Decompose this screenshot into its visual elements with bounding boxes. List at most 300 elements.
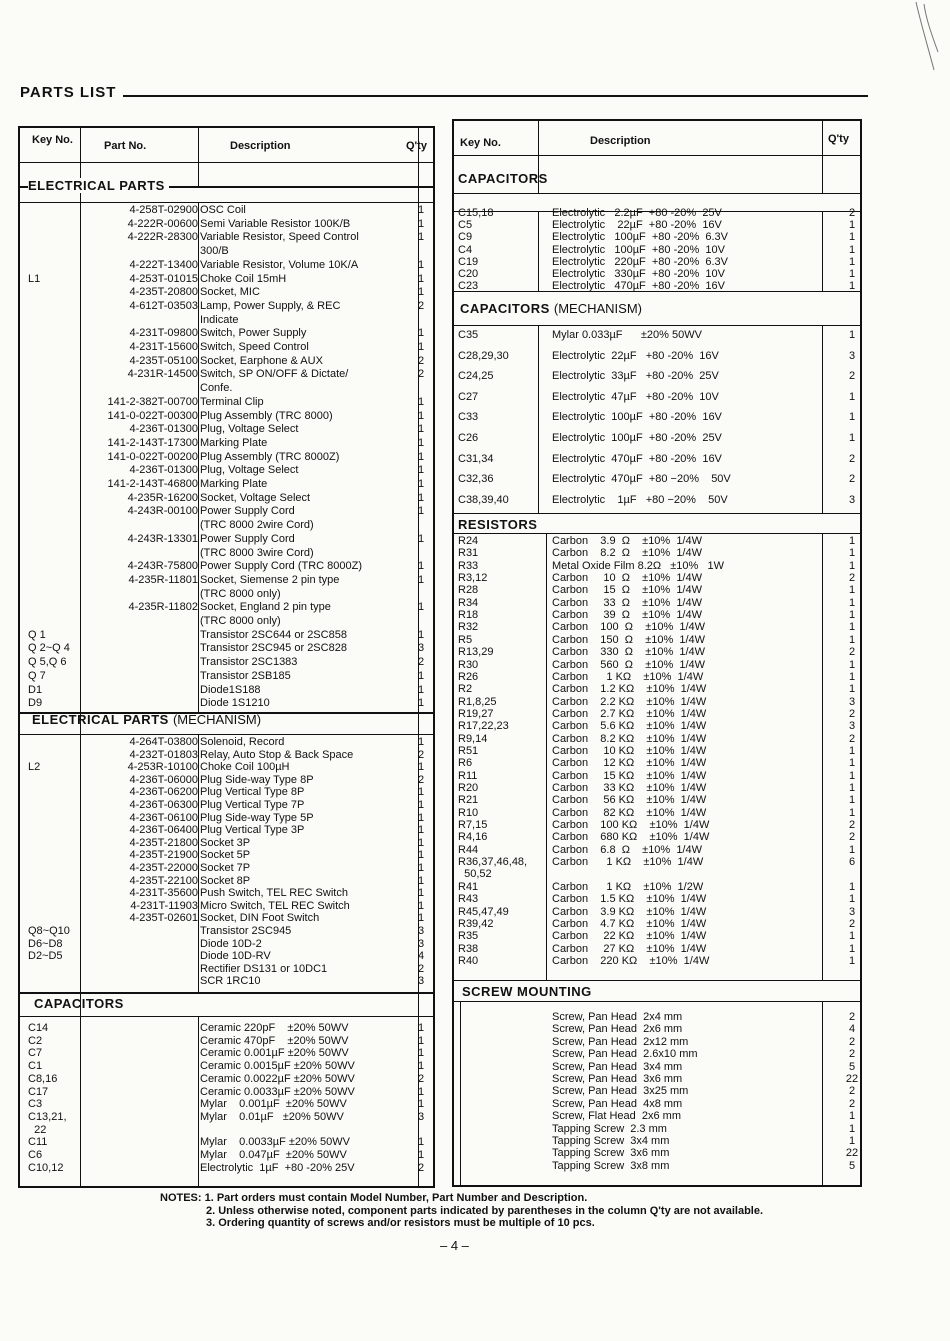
- description-cell: Carbon 1 KΩ ±10% 1/4W: [552, 670, 704, 683]
- table-row: [454, 560, 860, 573]
- qty-cell: 1: [848, 880, 856, 893]
- key-no-cell: C27: [458, 390, 479, 403]
- qty-cell: 1: [417, 327, 425, 340]
- description-cell: Socket 7P: [200, 862, 251, 874]
- key-no-cell: C20: [458, 268, 479, 280]
- key-no-cell: D2~D5: [28, 950, 63, 963]
- table-row: [20, 492, 433, 505]
- description-cell: Screw, Pan Head 3x4 mm: [552, 1060, 683, 1073]
- table-row: [454, 453, 860, 466]
- table-row: [454, 708, 860, 721]
- page-number: – 4 –: [440, 1238, 469, 1253]
- description-cell: Carbon 1.2 KΩ ±10% 1/4W: [552, 683, 707, 696]
- key-no-cell: C23: [458, 280, 479, 293]
- description-cell: Transistor 2SC945: [200, 925, 292, 937]
- notes: [160, 1192, 763, 1230]
- qty-cell: 1: [417, 697, 425, 710]
- key-no-cell: Q 5,Q 6: [28, 656, 67, 669]
- table-row: [454, 411, 860, 424]
- key-no-cell: C26: [458, 432, 479, 444]
- qty-cell: 2: [417, 368, 425, 381]
- part-no-cell: 4-236T-01300: [129, 464, 198, 477]
- key-no-cell: R40: [458, 954, 479, 967]
- table-row: [454, 547, 860, 560]
- table-row: [20, 774, 433, 787]
- table-row: [454, 930, 860, 943]
- description-cell: Carbon 1.5 KΩ ±10% 1/4W: [552, 893, 707, 906]
- key-no-cell: R6: [458, 757, 473, 770]
- key-no-cell: C3: [28, 1098, 43, 1111]
- part-no-cell: 4-235T-02601: [129, 912, 198, 925]
- table-row: [20, 341, 433, 354]
- description-cell: Carbon 2.2 KΩ ±10% 1/4W: [552, 695, 707, 708]
- description-cell: Diode1S188: [200, 683, 261, 696]
- qty-cell: 22: [845, 1073, 859, 1085]
- qty-cell: 1: [848, 1122, 856, 1135]
- table-row: [454, 391, 860, 404]
- qty-cell: 22: [845, 1147, 859, 1160]
- key-no-cell: R36,37,46,48,: [458, 856, 528, 869]
- table-row: [20, 749, 433, 762]
- section-capacitors-left: CAPACITORS: [34, 996, 124, 1011]
- table-row: [454, 955, 860, 968]
- table-row: [20, 615, 433, 628]
- part-no-cell: 4-264T-03800: [129, 736, 198, 748]
- table-row: [454, 943, 860, 956]
- table-row: [454, 1110, 860, 1123]
- qty-cell: 2: [417, 354, 425, 367]
- description-cell: Electrolytic 100µF +80 -20% 10V: [552, 243, 725, 256]
- key-no-cell: R28: [458, 584, 479, 597]
- table-row: [20, 464, 433, 477]
- key-no-cell: R45,47,49: [458, 905, 509, 918]
- description-cell: Diode 1S1210: [200, 697, 270, 710]
- qty-cell: 5: [848, 1159, 856, 1172]
- key-no-cell: C6: [28, 1149, 43, 1161]
- description-cell: Electrolytic 100µF +80 -20% 6.3V: [552, 231, 729, 244]
- qty-cell: 3: [417, 975, 425, 988]
- description-cell: Electrolytic 470µF +80 -20% 16V: [552, 452, 722, 465]
- description-cell: Electrolytic 22µF +80 -20% 16V: [552, 219, 722, 232]
- qty-cell: 1: [417, 874, 425, 887]
- left-header-qty: Q'ty: [406, 140, 427, 152]
- key-no-cell: D1: [28, 683, 43, 696]
- table-row: [20, 1162, 433, 1175]
- part-no-cell: 4-253T-01015: [129, 272, 198, 285]
- description-cell: Electrolytic 470µF +80 −20% 50V: [552, 473, 731, 486]
- description-cell: Plug, Voltage Select: [200, 464, 299, 477]
- description-cell: Diode 10D-2: [200, 937, 262, 950]
- description-cell: Carbon 12 KΩ ±10% 1/4W: [552, 757, 707, 770]
- qty-cell: 1: [848, 930, 856, 943]
- description-cell: Tapping Screw 3x6 mm: [552, 1147, 670, 1160]
- table-row: [20, 396, 433, 409]
- description-cell: Tapping Screw 2.3 mm: [552, 1122, 667, 1135]
- description-cell: OSC Coil: [200, 204, 246, 216]
- description-cell: Socket, Earphone & AUX: [200, 354, 323, 367]
- qty-cell: 1: [848, 670, 856, 683]
- table-row: [20, 912, 433, 925]
- qty-cell: 1: [848, 658, 856, 671]
- description-cell: Electrolytic 1µF +80 -20% 25V: [200, 1161, 355, 1174]
- table-row: [454, 770, 860, 783]
- key-no-cell: R21: [458, 794, 479, 807]
- table-row: [454, 584, 860, 597]
- key-no-cell: C28,29,30: [458, 349, 509, 362]
- description-cell: Plug, Voltage Select: [200, 423, 299, 436]
- qty-cell: 1: [417, 912, 425, 925]
- table-row: [454, 1061, 860, 1074]
- description-cell: Marking Plate: [200, 478, 268, 490]
- table-row: [20, 547, 433, 560]
- qty-cell: 1: [417, 1085, 425, 1098]
- part-no-cell: 141-2-143T-46800: [107, 478, 198, 490]
- key-no-cell: C19: [458, 255, 479, 268]
- description-cell: Socket, MIC: [200, 286, 260, 299]
- part-no-cell: 4-235T-22000: [129, 862, 198, 874]
- right-header-qty: Q'ty: [828, 133, 849, 145]
- description-cell: Carbon 8.2 Ω ±10% 1/4W: [552, 547, 702, 560]
- qty-cell: 3: [848, 720, 856, 733]
- key-no-cell: R4,16: [458, 831, 488, 844]
- table-row: [20, 799, 433, 812]
- qty-cell: 2: [848, 1085, 856, 1098]
- qty-cell: 1: [417, 450, 425, 463]
- table-row: [20, 574, 433, 587]
- key-no-cell: Q 7: [28, 669, 46, 682]
- qty-cell: 1: [417, 786, 425, 799]
- qty-cell: 1: [417, 395, 425, 408]
- description-cell: Carbon 560 Ω ±10% 1/4W: [552, 658, 706, 671]
- description-cell: Power Supply Cord: [200, 532, 295, 545]
- qty-cell: 2: [848, 452, 856, 465]
- key-no-cell: R20: [458, 782, 479, 794]
- part-no-cell: 4-258T-02900: [129, 204, 198, 216]
- table-row: [454, 893, 860, 906]
- description-cell: Carbon 33 Ω ±10% 1/4W: [552, 596, 702, 609]
- description-cell: (TRC 8000 2wire Cord): [200, 519, 314, 532]
- table-row: [20, 327, 433, 340]
- description-cell: Carbon 15 KΩ ±10% 1/4W: [552, 769, 707, 782]
- part-no-cell: 4-243R-13301: [127, 532, 198, 545]
- qty-cell: 1: [417, 573, 425, 586]
- table-row: [454, 757, 860, 770]
- description-cell: (TRC 8000 only): [200, 587, 281, 600]
- key-no-cell: C31,34: [458, 452, 494, 465]
- table-row: [20, 601, 433, 614]
- key-no-cell: C4: [458, 243, 473, 256]
- key-no-cell: C1: [28, 1060, 43, 1073]
- part-no-cell: 4-222T-13400: [129, 258, 198, 271]
- table-row: [454, 794, 860, 807]
- qty-cell: 3: [417, 642, 425, 655]
- key-no-cell: R51: [458, 744, 479, 757]
- table-row: [454, 831, 860, 844]
- table-row: [454, 597, 860, 610]
- qty-cell: 5: [848, 1060, 856, 1073]
- key-no-cell: R34: [458, 596, 479, 609]
- table-row: [20, 423, 433, 436]
- key-no-cell: C2: [28, 1034, 43, 1047]
- table-row: [20, 231, 433, 244]
- table-row: [454, 807, 860, 820]
- description-cell: Screw, Pan Head 4x8 mm: [552, 1097, 683, 1110]
- part-no-cell: 4-231T-09800: [129, 327, 198, 340]
- part-no-cell: 4-235R-11802: [128, 601, 198, 614]
- table-row: [20, 1060, 433, 1073]
- qty-cell: 1: [417, 505, 425, 518]
- table-row: [20, 259, 433, 272]
- key-no-cell: R17,22,23: [458, 720, 509, 733]
- description-cell: Carbon 680 KΩ ±10% 1/4W: [552, 831, 710, 844]
- table-row: [20, 451, 433, 464]
- part-no-cell: 4-612T-03503: [129, 299, 198, 312]
- left-parts-table: [18, 126, 435, 1188]
- description-cell: (TRC 8000 3wire Cord): [200, 546, 314, 559]
- qty-cell: 1: [848, 1110, 856, 1123]
- description-cell: Mylar 0.01µF ±20% 50WV: [200, 1110, 344, 1123]
- table-row: [454, 535, 860, 548]
- left-header-description: Description: [230, 140, 291, 152]
- qty-cell: 1: [417, 478, 425, 490]
- corner-scan-mark: [904, 0, 944, 80]
- qty-cell: 2: [848, 819, 856, 832]
- qty-cell: 2: [417, 773, 425, 786]
- part-no-cell: 4-232T-01803: [129, 748, 198, 761]
- description-cell: Ceramic 220pF ±20% 50WV: [200, 1022, 349, 1034]
- table-row: [454, 1098, 860, 1111]
- description-cell: Carbon 10 Ω ±10% 1/4W: [552, 572, 702, 585]
- description-cell: Carbon 82 KΩ ±10% 1/4W: [552, 806, 707, 819]
- table-row: [454, 219, 860, 232]
- qty-cell: 3: [848, 905, 856, 918]
- qty-cell: 3: [848, 493, 856, 506]
- key-no-cell: C33: [458, 411, 479, 424]
- description-cell: Electrolytic 47µF +80 -20% 10V: [552, 390, 719, 403]
- key-no-cell: C11: [28, 1136, 48, 1149]
- part-no-cell: 4-235T-22100: [129, 874, 198, 887]
- section-capacitors-mechanism: CAPACITORS (MECHANISM): [460, 301, 642, 316]
- description-cell: Screw, Pan Head 2x4 mm: [552, 1011, 683, 1023]
- table-row: [20, 950, 433, 963]
- description-cell: Tapping Screw 3x4 mm: [552, 1135, 670, 1147]
- qty-cell: 1: [417, 272, 425, 285]
- qty-cell: 1: [417, 601, 425, 614]
- description-cell: Carbon 5.6 KΩ ±10% 1/4W: [552, 720, 707, 733]
- description-cell: Variable Resistor, Volume 10K/A: [200, 258, 359, 271]
- description-cell: Electrolytic 470µF +80 -20% 16V: [552, 280, 725, 293]
- table-row: [454, 621, 860, 634]
- part-no-cell: 4-231T-15600: [129, 341, 198, 353]
- qty-cell: 1: [417, 1060, 425, 1073]
- qty-cell: 1: [848, 942, 856, 955]
- table-row: [454, 494, 860, 507]
- table-row: [454, 1036, 860, 1049]
- key-no-cell: R38: [458, 942, 479, 955]
- table-row: [454, 844, 860, 857]
- part-no-cell: 4-235T-21900: [129, 849, 198, 862]
- qty-cell: 1: [848, 769, 856, 782]
- description-cell: Electrolytic 100µF +80 -20% 16V: [552, 411, 722, 424]
- description-cell: Carbon 3.9 Ω ±10% 1/4W: [552, 535, 702, 547]
- part-no-cell: 4-236T-06300: [129, 799, 198, 811]
- part-no-cell: 4-236T-06000: [129, 773, 198, 786]
- right-parts-table: [452, 119, 862, 1187]
- qty-cell: 1: [417, 231, 425, 244]
- table-row: [454, 1073, 860, 1086]
- description-cell: Plug Assembly (TRC 8000): [200, 409, 333, 422]
- table-row: [20, 1149, 433, 1162]
- description-cell: Ceramic 0.001µF ±20% 50WV: [200, 1047, 349, 1060]
- left-header-part-no: Part No.: [104, 140, 147, 152]
- key-no-cell: D9: [28, 697, 43, 710]
- key-no-cell: R13,29: [458, 646, 494, 659]
- table-row: [20, 437, 433, 450]
- table-row: [20, 1022, 433, 1035]
- qty-cell: 1: [417, 423, 425, 436]
- key-no-cell: C7: [28, 1047, 43, 1060]
- key-no-cell: R11: [458, 769, 478, 782]
- qty-cell: 1: [848, 893, 856, 906]
- table-row: [20, 697, 433, 710]
- table-row: [454, 1123, 860, 1136]
- qty-cell: 1: [848, 744, 856, 757]
- qty-cell: 1: [417, 683, 425, 696]
- table-row: [20, 1073, 433, 1086]
- description-cell: Carbon 39 Ω ±10% 1/4W: [552, 609, 702, 622]
- table-row: [454, 1160, 860, 1173]
- section-screw-mounting: SCREW MOUNTING: [462, 984, 592, 999]
- part-no-cell: 4-235R-16200: [127, 491, 198, 504]
- table-row: [20, 925, 433, 938]
- table-row: [20, 975, 433, 988]
- description-cell: Relay, Auto Stop & Back Space: [200, 748, 354, 761]
- key-no-cell: C13,21,: [28, 1110, 67, 1123]
- description-cell: Mylar 0.0033µF ±20% 50WV: [200, 1136, 350, 1149]
- qty-cell: 3: [417, 937, 425, 950]
- description-cell: Carbon 100 KΩ ±10% 1/4W: [552, 819, 710, 832]
- description-cell: Carbon 1 KΩ ±10% 1/4W: [552, 856, 704, 869]
- table-row: [454, 659, 860, 672]
- description-cell: Carbon 100 Ω ±10% 1/4W: [552, 621, 706, 634]
- key-no-cell: R26: [458, 670, 479, 683]
- description-cell: (TRC 8000 only): [200, 615, 281, 627]
- qty-cell: 1: [417, 899, 425, 912]
- description-cell: Carbon 10 KΩ ±10% 1/4W: [552, 744, 707, 757]
- description-cell: Tapping Screw 3x8 mm: [552, 1159, 670, 1172]
- part-no-cell: 4-236T-06200: [129, 786, 198, 799]
- qty-cell: 2: [848, 207, 856, 219]
- table-row: [454, 671, 860, 684]
- part-no-cell: 4-236T-06400: [129, 824, 198, 837]
- table-row: [454, 868, 860, 881]
- table-row: [20, 218, 433, 231]
- qty-cell: 2: [417, 962, 425, 975]
- description-cell: Marking Plate: [200, 436, 268, 449]
- qty-cell: 2: [417, 299, 425, 312]
- table-row: [454, 906, 860, 919]
- description-cell: Mylar 0.001µF ±20% 50WV: [200, 1098, 347, 1111]
- description-cell: Socket 3P: [200, 836, 251, 849]
- key-no-cell: R9,14: [458, 732, 488, 745]
- description-cell: Carbon 1 KΩ ±10% 1/2W: [552, 880, 704, 893]
- description-cell: Power Supply Cord: [200, 505, 295, 518]
- part-no-cell: 141-2-382T-00700: [107, 395, 198, 408]
- table-row: [454, 733, 860, 746]
- qty-cell: 1: [417, 1136, 425, 1149]
- key-no-cell: R44: [458, 843, 479, 856]
- qty-cell: 1: [417, 409, 425, 422]
- table-row: [20, 629, 433, 642]
- section-electrical-parts-mechanism: ELECTRICAL PARTS (MECHANISM): [32, 712, 262, 727]
- qty-cell: 1: [417, 736, 425, 748]
- description-cell: Transistor 2SC644 or 2SC858: [200, 628, 347, 641]
- qty-cell: 1: [417, 669, 425, 682]
- qty-cell: 1: [848, 609, 856, 622]
- table-row: [20, 812, 433, 825]
- description-cell: Micro Switch, TEL REC Switch: [200, 899, 350, 912]
- part-no-cell: 4-235R-11801: [128, 573, 198, 586]
- qty-cell: 2: [848, 707, 856, 720]
- table-row: [20, 1047, 433, 1060]
- qty-cell: 2: [848, 1011, 856, 1023]
- description-cell: Ceramic 0.0022µF ±20% 50WV: [200, 1072, 355, 1085]
- table-row: [454, 696, 860, 709]
- table-row: [20, 588, 433, 601]
- description-cell: Diode 10D-RV: [200, 950, 271, 963]
- key-no-cell: R35: [458, 930, 479, 943]
- key-no-cell: C10,12: [28, 1161, 64, 1174]
- key-no-cell: R3,12: [458, 572, 488, 585]
- qty-cell: 1: [848, 559, 856, 572]
- description-cell: Push Switch, TEL REC Switch: [200, 887, 348, 900]
- qty-cell: 1: [848, 432, 856, 444]
- qty-cell: 1: [417, 836, 425, 849]
- description-cell: Plug Vertical Type 8P: [200, 786, 305, 799]
- table-row: [20, 533, 433, 546]
- qty-cell: 1: [848, 633, 856, 646]
- key-no-cell: R7,15: [458, 819, 488, 832]
- table-row: [454, 350, 860, 363]
- table-row: [454, 256, 860, 269]
- description-cell: Plug Vertical Type 7P: [200, 799, 305, 811]
- left-header-key: Key No.: [32, 134, 73, 146]
- qty-cell: 4: [417, 950, 425, 963]
- qty-cell: 4: [848, 1023, 856, 1036]
- table-row: [454, 646, 860, 659]
- description-cell: Carbon 3.9 KΩ ±10% 1/4W: [552, 905, 707, 918]
- table-row: [20, 1124, 433, 1137]
- qty-cell: 1: [848, 1135, 856, 1147]
- description-cell: Carbon 330 Ω ±10% 1/4W: [552, 646, 706, 659]
- qty-cell: 2: [848, 917, 856, 930]
- qty-cell: 3: [417, 925, 425, 937]
- table-row: [20, 1098, 433, 1111]
- section-capacitors-right: CAPACITORS: [458, 171, 548, 186]
- table-row: [20, 786, 433, 799]
- qty-cell: 2: [417, 1161, 425, 1174]
- key-no-cell: C8,16: [28, 1072, 58, 1085]
- description-cell: Electrolytic 33µF +80 -20% 25V: [552, 370, 719, 383]
- description-cell: Socket, Voltage Select: [200, 491, 311, 504]
- qty-cell: 1: [848, 954, 856, 967]
- table-row: [454, 720, 860, 733]
- table-row: [20, 505, 433, 518]
- description-cell: Power Supply Cord (TRC 8000Z): [200, 560, 363, 573]
- qty-cell: 1: [848, 596, 856, 609]
- qty-cell: 1: [417, 1047, 425, 1060]
- qty-cell: 3: [848, 695, 856, 708]
